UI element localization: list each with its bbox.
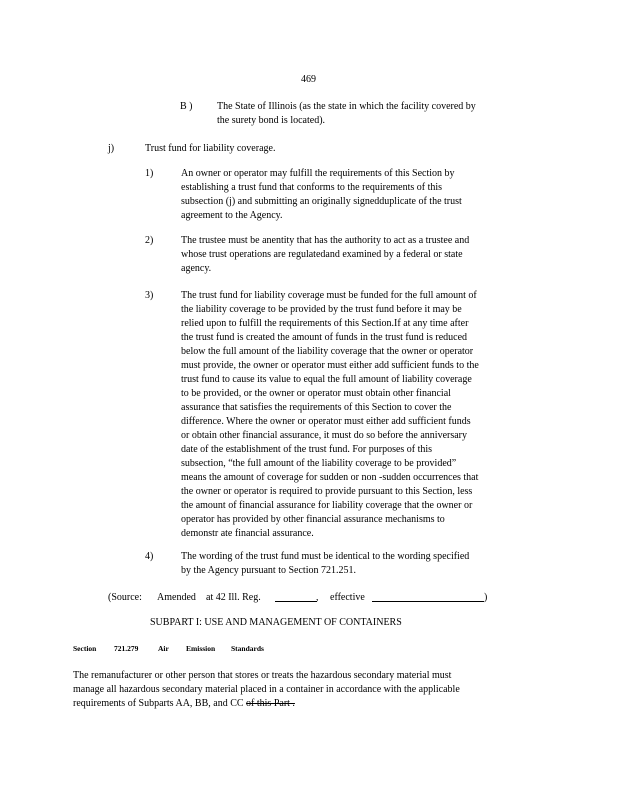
item-3-line: the trust fund is created the amount of funds in the trust fund is reduced: [181, 332, 468, 343]
source-comma: ,: [316, 592, 319, 603]
page-number: 469: [301, 74, 316, 85]
item-4-text: [181, 550, 469, 578]
item-3-line: relied upon to fulfill the requirements of this Section.If at any time after: [181, 318, 469, 329]
item-3-label: 3): [145, 290, 154, 301]
item-2-line: agency.: [181, 263, 212, 274]
item-1-text: [181, 167, 462, 223]
source-close: ): [484, 592, 488, 603]
section-title-2: Emission: [186, 644, 216, 653]
source-open: (Source:: [108, 592, 142, 603]
item-3-line: date of the establishment of the trust fund. For purposes of this: [181, 444, 433, 455]
item-2-label: 2): [145, 235, 154, 246]
final-line: manage all hazardous secondary material placed in a container in accordance with the applicable: [73, 684, 460, 695]
item-3-line: The trust fund for liability coverage must be funded for the full amount of: [181, 290, 477, 301]
item-2-line: whose trust operations are regulatedand examined by a federal or state: [181, 249, 463, 260]
source-amended: Amended: [157, 592, 196, 603]
item-3-line: means the amount of coverage for sudden or non -sudden occurrences that: [181, 472, 479, 483]
item-2-text: [181, 234, 469, 276]
reg-blank: [275, 591, 317, 602]
item-j-label: j): [108, 143, 115, 154]
section-number: 721.279: [114, 644, 139, 653]
final-line-3: [73, 697, 460, 711]
subpart-heading: SUBPART I: USE AND MANAGEMENT OF CONTAINERS: [150, 617, 402, 628]
item-4-line: The wording of the trust fund must be identical to the wording specified: [181, 551, 470, 562]
item-j-title: Trust fund for liability coverage.: [145, 143, 276, 154]
item-3-line: assurance that satisfies the requirements of this Section to cover the: [181, 402, 452, 413]
item-3-line: or obtain other financial assurance, it must do so before the anniversary: [181, 430, 468, 441]
item-b-line: the surety bond is located).: [217, 115, 326, 126]
item-1-line: An owner or operator may fulfill the requirements of this Section by: [181, 168, 455, 179]
item-3-line: operator has provided by other financial assurance mechanisms to: [181, 514, 445, 525]
item-2-line: The trustee must be anentity that has the authority to act as a trustee and: [181, 235, 470, 246]
source-reg: at 42 Ill. Reg.: [206, 592, 261, 603]
item-3-line: trust fund to cause its value to equal the full amount of liability coverage: [181, 374, 472, 385]
item-1-line: agreement to the Agency.: [181, 210, 283, 221]
item-3-line: must provide, the owner or operator must either add sufficient funds to the: [181, 360, 479, 371]
item-3-line: the liability coverage to be provided by the trust fund before it may be: [181, 304, 462, 315]
item-3-line: the amount of financial assurance for liability coverage that the owner or: [181, 500, 473, 511]
effective-blank: [372, 591, 484, 602]
item-1-line: establishing a trust fund that conforms to the requirements of this: [181, 182, 443, 193]
struck-text: of this Part .: [246, 698, 295, 709]
section-title-3: Standards: [231, 644, 264, 653]
final-line-start: requirements of Subparts AA, BB, and CC: [73, 698, 247, 709]
item-3-line: the owner or operator is required to provide pursuant to this Section, less: [181, 486, 473, 497]
item-3-text: [181, 289, 479, 541]
item-b-line: The State of Illinois (as the state in which the facility covered by: [217, 101, 476, 112]
item-1-label: 1): [145, 168, 154, 179]
item-3-line: demonstr ate financial assurance.: [181, 528, 314, 539]
item-4-line: by the Agency pursuant to Section 721.251.: [181, 565, 356, 576]
final-paragraph: [73, 669, 460, 711]
section-title-1: Air: [158, 644, 169, 653]
item-b-text: [217, 100, 476, 128]
item-4-label: 4): [145, 551, 154, 562]
final-line: The remanufacturer or other person that stores or treats the hazardous secondary material must: [73, 670, 452, 681]
source-effective: effective: [330, 592, 365, 603]
item-3-line: difference. Where the owner or operator must either add sufficient funds: [181, 416, 471, 427]
item-3-line: subsection, “the full amount of the liability coverage to be provided”: [181, 458, 457, 469]
item-b-label: B ): [180, 101, 193, 112]
section-label: Section: [73, 644, 97, 653]
item-3-line: to be provided, or the owner or operator must obtain other financial: [181, 388, 451, 399]
item-3-line: below the full amount of the liability coverage that the owner or operator: [181, 346, 474, 357]
item-1-line: subsection (j) and submitting an originally signedduplicate of the trust: [181, 196, 462, 207]
